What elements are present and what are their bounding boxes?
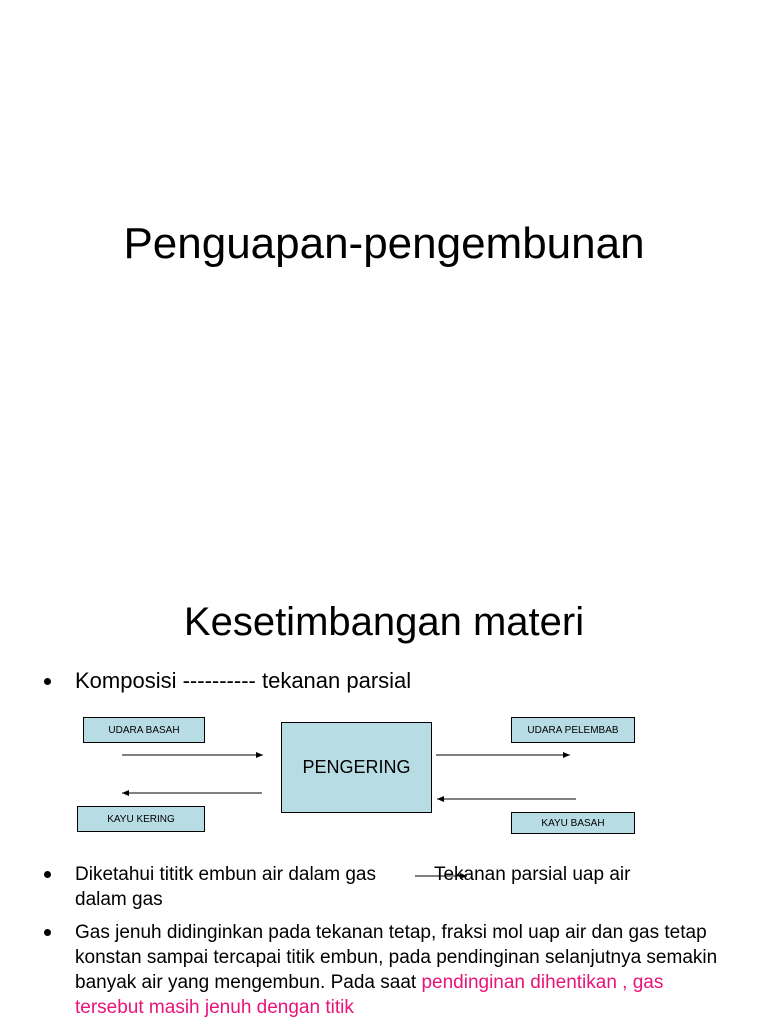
bullet-saturated-gas: [75, 920, 725, 1020]
box-label: KAYU BASAH: [541, 817, 605, 829]
bullet-dot: [44, 871, 51, 878]
bullet-text-part: Tekanan parsial uap air: [433, 864, 631, 885]
box-label: KAYU KERING: [107, 813, 175, 825]
slide-title: Penguapan-pengembunan: [123, 219, 645, 268]
bullet-text-part: dalam gas: [75, 889, 163, 910]
box-label: PENGERING: [302, 757, 411, 777]
bullet-text-normal: Gas jenuh didinginkan pada tekanan tetap, fraksi mol uap air dan gas tetap konstan sampai tercapai titik embun, pada pendinginan selanjutnya semakin banyak air yang mengembun. Pada saat: [75, 922, 718, 993]
box-label: UDARA PELEMBAB: [527, 724, 619, 736]
bullet-dew-point: [75, 862, 715, 912]
box-label: UDARA BASAH: [108, 724, 180, 736]
section-title: Kesetimbangan materi: [183, 600, 585, 644]
bullet-text-part: Diketahui tititk embun air dalam gas: [75, 864, 376, 885]
bullet-dot: [44, 929, 51, 936]
bullet-composition: Komposisi ---------- tekanan parsial: [75, 668, 412, 693]
bullet-text-highlight: pendinginan dihentikan , gas tersebut masih jenuh dengan titik: [75, 972, 664, 1018]
